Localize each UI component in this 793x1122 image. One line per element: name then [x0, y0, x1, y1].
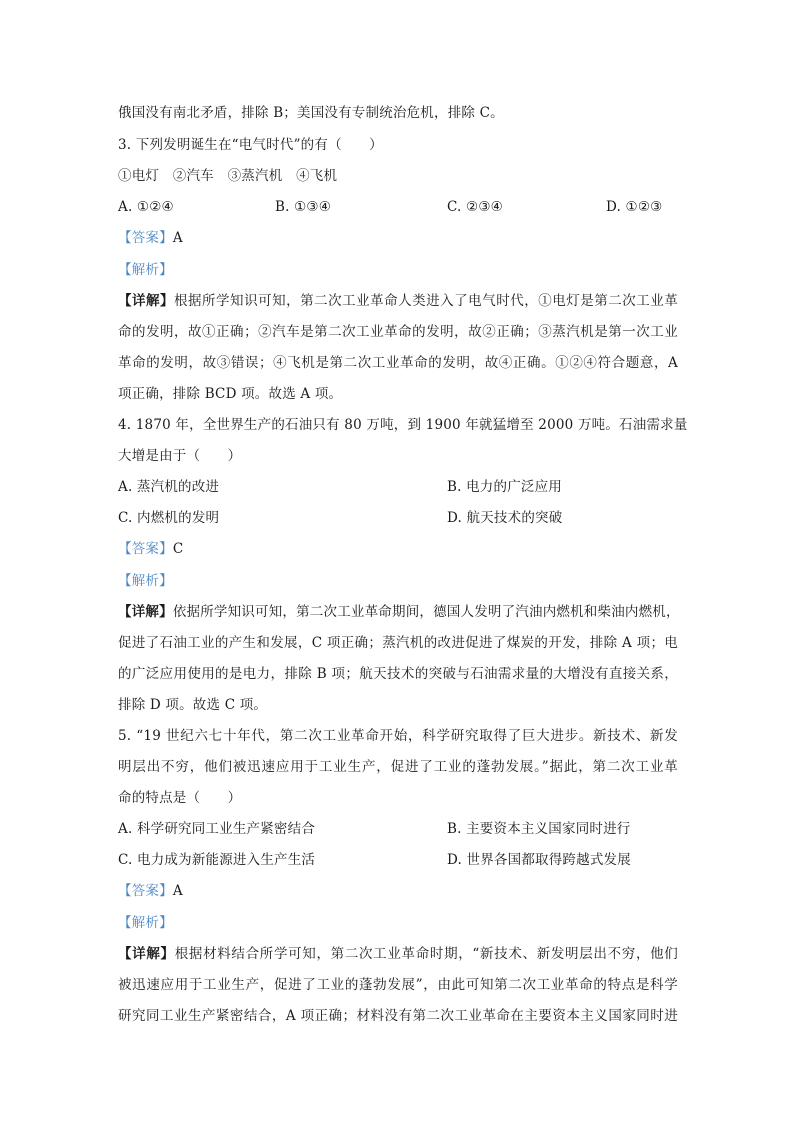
detail-line: 研究同工业生产紧密结合，A 项正确；材料没有第二次工业革命在主要资本主义国家同时进 [118, 1008, 678, 1024]
answer-line [118, 228, 678, 248]
option-b: B. 电力的广泛应用 [447, 479, 563, 495]
option-d: D. 航天技术的突破 [447, 510, 563, 526]
option-c: C. ②③④ [447, 199, 503, 215]
option-d: D. 世界各国都取得跨越式发展 [447, 852, 631, 868]
detail-line: 的广泛应用使用的是电力，排除 B 项；航天技术的突破与石油需求量的大增没有直接关系， [118, 666, 678, 682]
question-5-stem: 5. “19 世纪六七十年代，第二次工业革命开始，科学研究取得了巨大进步。新技术、新发 [118, 728, 678, 744]
detail-line: 项正确，排除 BCD 项。故选 A 项。 [118, 386, 343, 402]
option-b: B. ①③④ [275, 199, 332, 215]
question-4-stem: 大增是由于（ ） [118, 448, 242, 464]
analysis-tag: 【解析】 [118, 573, 173, 589]
answer-value: A [172, 883, 183, 899]
detail-tag: 【详解】 [118, 604, 173, 620]
answer-line [118, 539, 678, 559]
answer-line [118, 881, 678, 901]
answer-value: C [172, 541, 184, 557]
option-c: C. 内燃机的发明 [118, 510, 220, 526]
detail-line: 命的发明，故①正确；②汽车是第二次工业革命的发明，故②正确；③蒸汽机是第一次工业 [118, 324, 678, 340]
question-5-stem: 明层出不穷，他们被迅速应用于工业生产，促进了工业的蓬勃发展。”据此，第二次工业革 [118, 759, 678, 775]
detail-line: 被迅速应用于工业生产，促进了工业的蓬勃发展”，由此可知第二次工业革命的特点是科学 [118, 977, 678, 993]
detail-line: 【详解】根据材料结合所学可知，第二次工业革命时期，“新技术、新发明层出不穷，他们 [118, 946, 678, 962]
analysis-tag: 【解析】 [118, 262, 173, 278]
question-3-items: ①电灯 ②汽车 ③蒸汽机 ④飞机 [118, 168, 338, 184]
question-4-stem: 4. 1870 年，全世界生产的石油只有 80 万吨，到 1900 年就猛增至 2000 万吨。石油需求量 [118, 417, 688, 433]
option-b: B. 主要资本主义国家同时进行 [447, 821, 631, 837]
detail-line: 【详解】根据所学知识可知，第二次工业革命人类进入了电气时代，①电灯是第二次工业革 [118, 293, 678, 309]
detail-tag: 【详解】 [118, 946, 175, 962]
analysis-tag: 【解析】 [118, 915, 173, 931]
option-d: D. ①②③ [606, 199, 663, 215]
answer-tag: 【答案】 [118, 230, 173, 246]
answer-tag: 【答案】 [118, 883, 173, 899]
detail-line: 【详解】依据所学知识可知，第二次工业革命期间，德国人发明了汽油内燃机和柴油内燃机， [118, 604, 680, 620]
question-3-stem: 3. 下列发明诞生在“电气时代”的有（ ） [118, 137, 383, 153]
question-5-stem: 命的特点是（ ） [118, 790, 242, 806]
detail-line: 排除 D 项。故选 C 项。 [118, 697, 268, 713]
detail-line: 革命的发明，故③错误；④飞机是第二次工业革命的发明，故④正确。①②④符合题意，A [118, 355, 678, 371]
detail-tag: 【详解】 [118, 293, 175, 309]
detail-line: 促进了石油工业的产生和发展，C 项正确；蒸汽机的改进促进了煤炭的开发，排除 A 项；电 [118, 635, 678, 651]
answer-value: A [172, 230, 183, 246]
option-a: A. ①②④ [118, 199, 174, 215]
option-a: A. 科学研究同工业生产紧密结合 [118, 821, 316, 837]
option-c: C. 电力成为新能源进入生产生活 [118, 852, 316, 868]
intro-line: 俄国没有南北矛盾，排除 B；美国没有专制统治危机，排除 C。 [118, 105, 504, 121]
option-a: A. 蒸汽机的改进 [118, 479, 220, 495]
answer-tag: 【答案】 [118, 541, 173, 557]
